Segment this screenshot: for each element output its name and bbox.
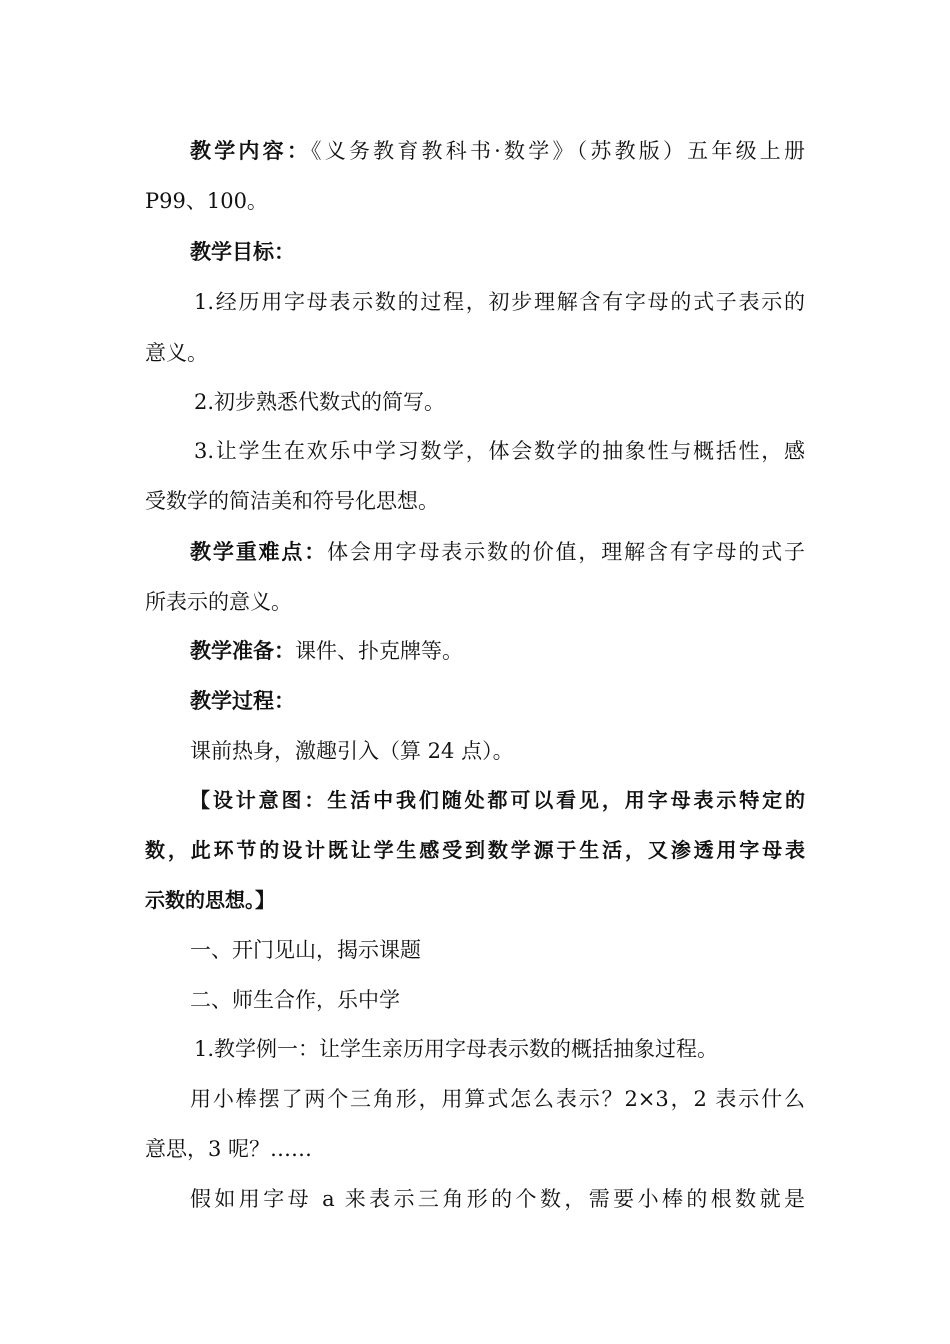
design-intent-line-1: 【设计意图：生活中我们随处都可以看见，用字母表示特定的	[190, 788, 805, 812]
objective-2: 2.初步熟悉代数式的简写。	[194, 390, 446, 414]
content-line-2: P99、100。	[145, 189, 268, 213]
question-line-2: 意思，3 呢？……	[145, 1137, 313, 1161]
objective-3-line-2: 受数学的简洁美和符号化思想。	[145, 489, 439, 513]
preparation-label: 教学准备：	[190, 638, 295, 663]
assumption-line: 假如用字母 a 来表示三角形的个数，需要小棒的根数就是	[190, 1187, 805, 1211]
preparation-text: 课件、扑克牌等。	[295, 639, 463, 663]
warmup-text: 课前热身，激趣引入（算 24 点）。	[190, 739, 514, 763]
content-line-1	[190, 136, 805, 166]
design-intent-line-3: 示数的思想。】	[145, 888, 275, 912]
question-line-1: 用小棒摆了两个三角形，用算式怎么表示？2×3，2 表示什么	[190, 1087, 805, 1111]
key-points-text: 体会用字母表示数的价值，理解含有字母的式子	[327, 540, 805, 564]
process-heading: 教学过程：	[190, 688, 295, 713]
objective-1-line-2: 意义。	[145, 341, 208, 365]
objective-1-line-1: 1.经历用字母表示数的过程，初步理解含有字母的式子表示的	[194, 290, 805, 314]
preparation-line	[190, 636, 805, 666]
content-label: 教学内容：	[190, 138, 312, 163]
key-points-label: 教学重难点：	[190, 539, 328, 564]
objective-3-line-1: 3.让学生在欢乐中学习数学，体会数学的抽象性与概括性，感	[194, 439, 805, 463]
section-2-heading: 二、师生合作，乐中学	[190, 988, 400, 1012]
design-intent-line-2: 数，此环节的设计既让学生感受到数学源于生活，又渗透用字母表	[145, 838, 805, 862]
example-1-text: 1.教学例一：让学生亲历用字母表示数的概括抽象过程。	[194, 1037, 719, 1061]
section-1-heading: 一、开门见山，揭示课题	[190, 938, 421, 962]
key-points-line-2: 所表示的意义。	[145, 590, 292, 614]
content-text: 《义务教育教科书·数学》（苏教版）五年级上册	[311, 139, 805, 163]
key-points-line-1	[190, 537, 805, 567]
objectives-heading: 教学目标：	[190, 239, 295, 264]
